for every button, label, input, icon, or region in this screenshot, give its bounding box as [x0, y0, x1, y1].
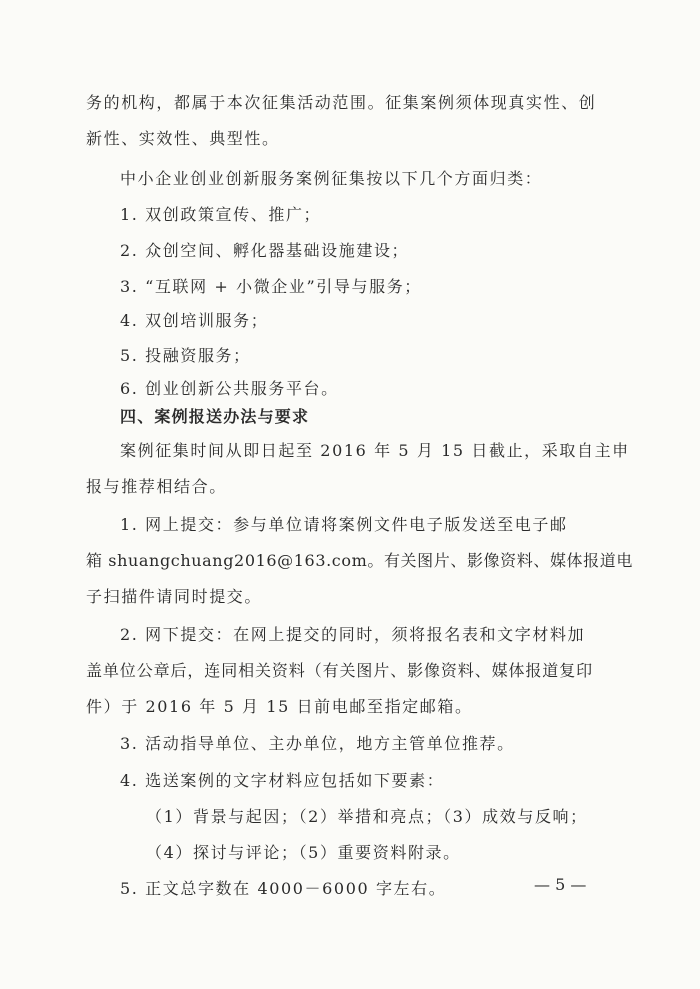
list-item: 5. 正文总字数在 4000－6000 字左右。 [120, 879, 447, 898]
sub-list-item: （1）背景与起因；（2）举措和亮点；（3）成效与反响； [146, 807, 588, 826]
paragraph-line: 报与推荐相结合。 [86, 477, 227, 496]
section-heading: 四、案例报送办法与要求 [120, 407, 310, 426]
paragraph-line: 案例征集时间从即日起至 2016 年 5 月 15 日截止，采取自主申 [120, 441, 630, 460]
paragraph-line: 中小企业创业创新服务案例征集按以下几个方面归类： [120, 169, 543, 188]
list-item: 2. 众创空间、孵化器基础设施建设； [120, 241, 410, 260]
paragraph-line: 件）于 2016 年 5 月 15 日前电邮至指定邮箱。 [86, 697, 473, 716]
paragraph-line: 2. 网下提交：在网上提交的同时，须将报名表和文字材料加 [120, 625, 586, 644]
paragraph-line: 务的机构，都属于本次征集活动范围。征集案例须体现真实性、创 [86, 93, 597, 112]
paragraph-line: 盖单位公章后，连同相关资料（有关图片、影像资料、媒体报道复印 [86, 661, 594, 680]
paragraph-line: 子扫描件请同时提交。 [86, 587, 263, 606]
page-number: — 5 — [534, 875, 587, 894]
list-item: 1. 双创政策宣传、推广； [120, 205, 322, 224]
list-item: 3. “互联网 + 小微企业”引导与服务； [120, 277, 422, 296]
paragraph-line: 新性、实效性、典型性。 [86, 129, 280, 148]
list-item: 4. 双创培训服务； [120, 311, 269, 330]
list-item: 6. 创业创新公共服务平台。 [120, 379, 339, 398]
list-item: 4. 选送案例的文字材料应包括如下要素： [120, 771, 445, 790]
list-item: 5. 投融资服务； [120, 346, 251, 365]
paragraph-line: 箱 shuangchuang2016@163.com。有关图片、影像资料、媒体报道电 [86, 551, 633, 570]
paragraph-line: 1. 网上提交：参与单位请将案例文件电子版发送至电子邮 [120, 515, 568, 534]
sub-list-item: （4）探讨与评论；（5）重要资料附录。 [146, 843, 461, 862]
list-item: 3. 活动指导单位、主办单位，地方主管单位推荐。 [120, 734, 515, 753]
